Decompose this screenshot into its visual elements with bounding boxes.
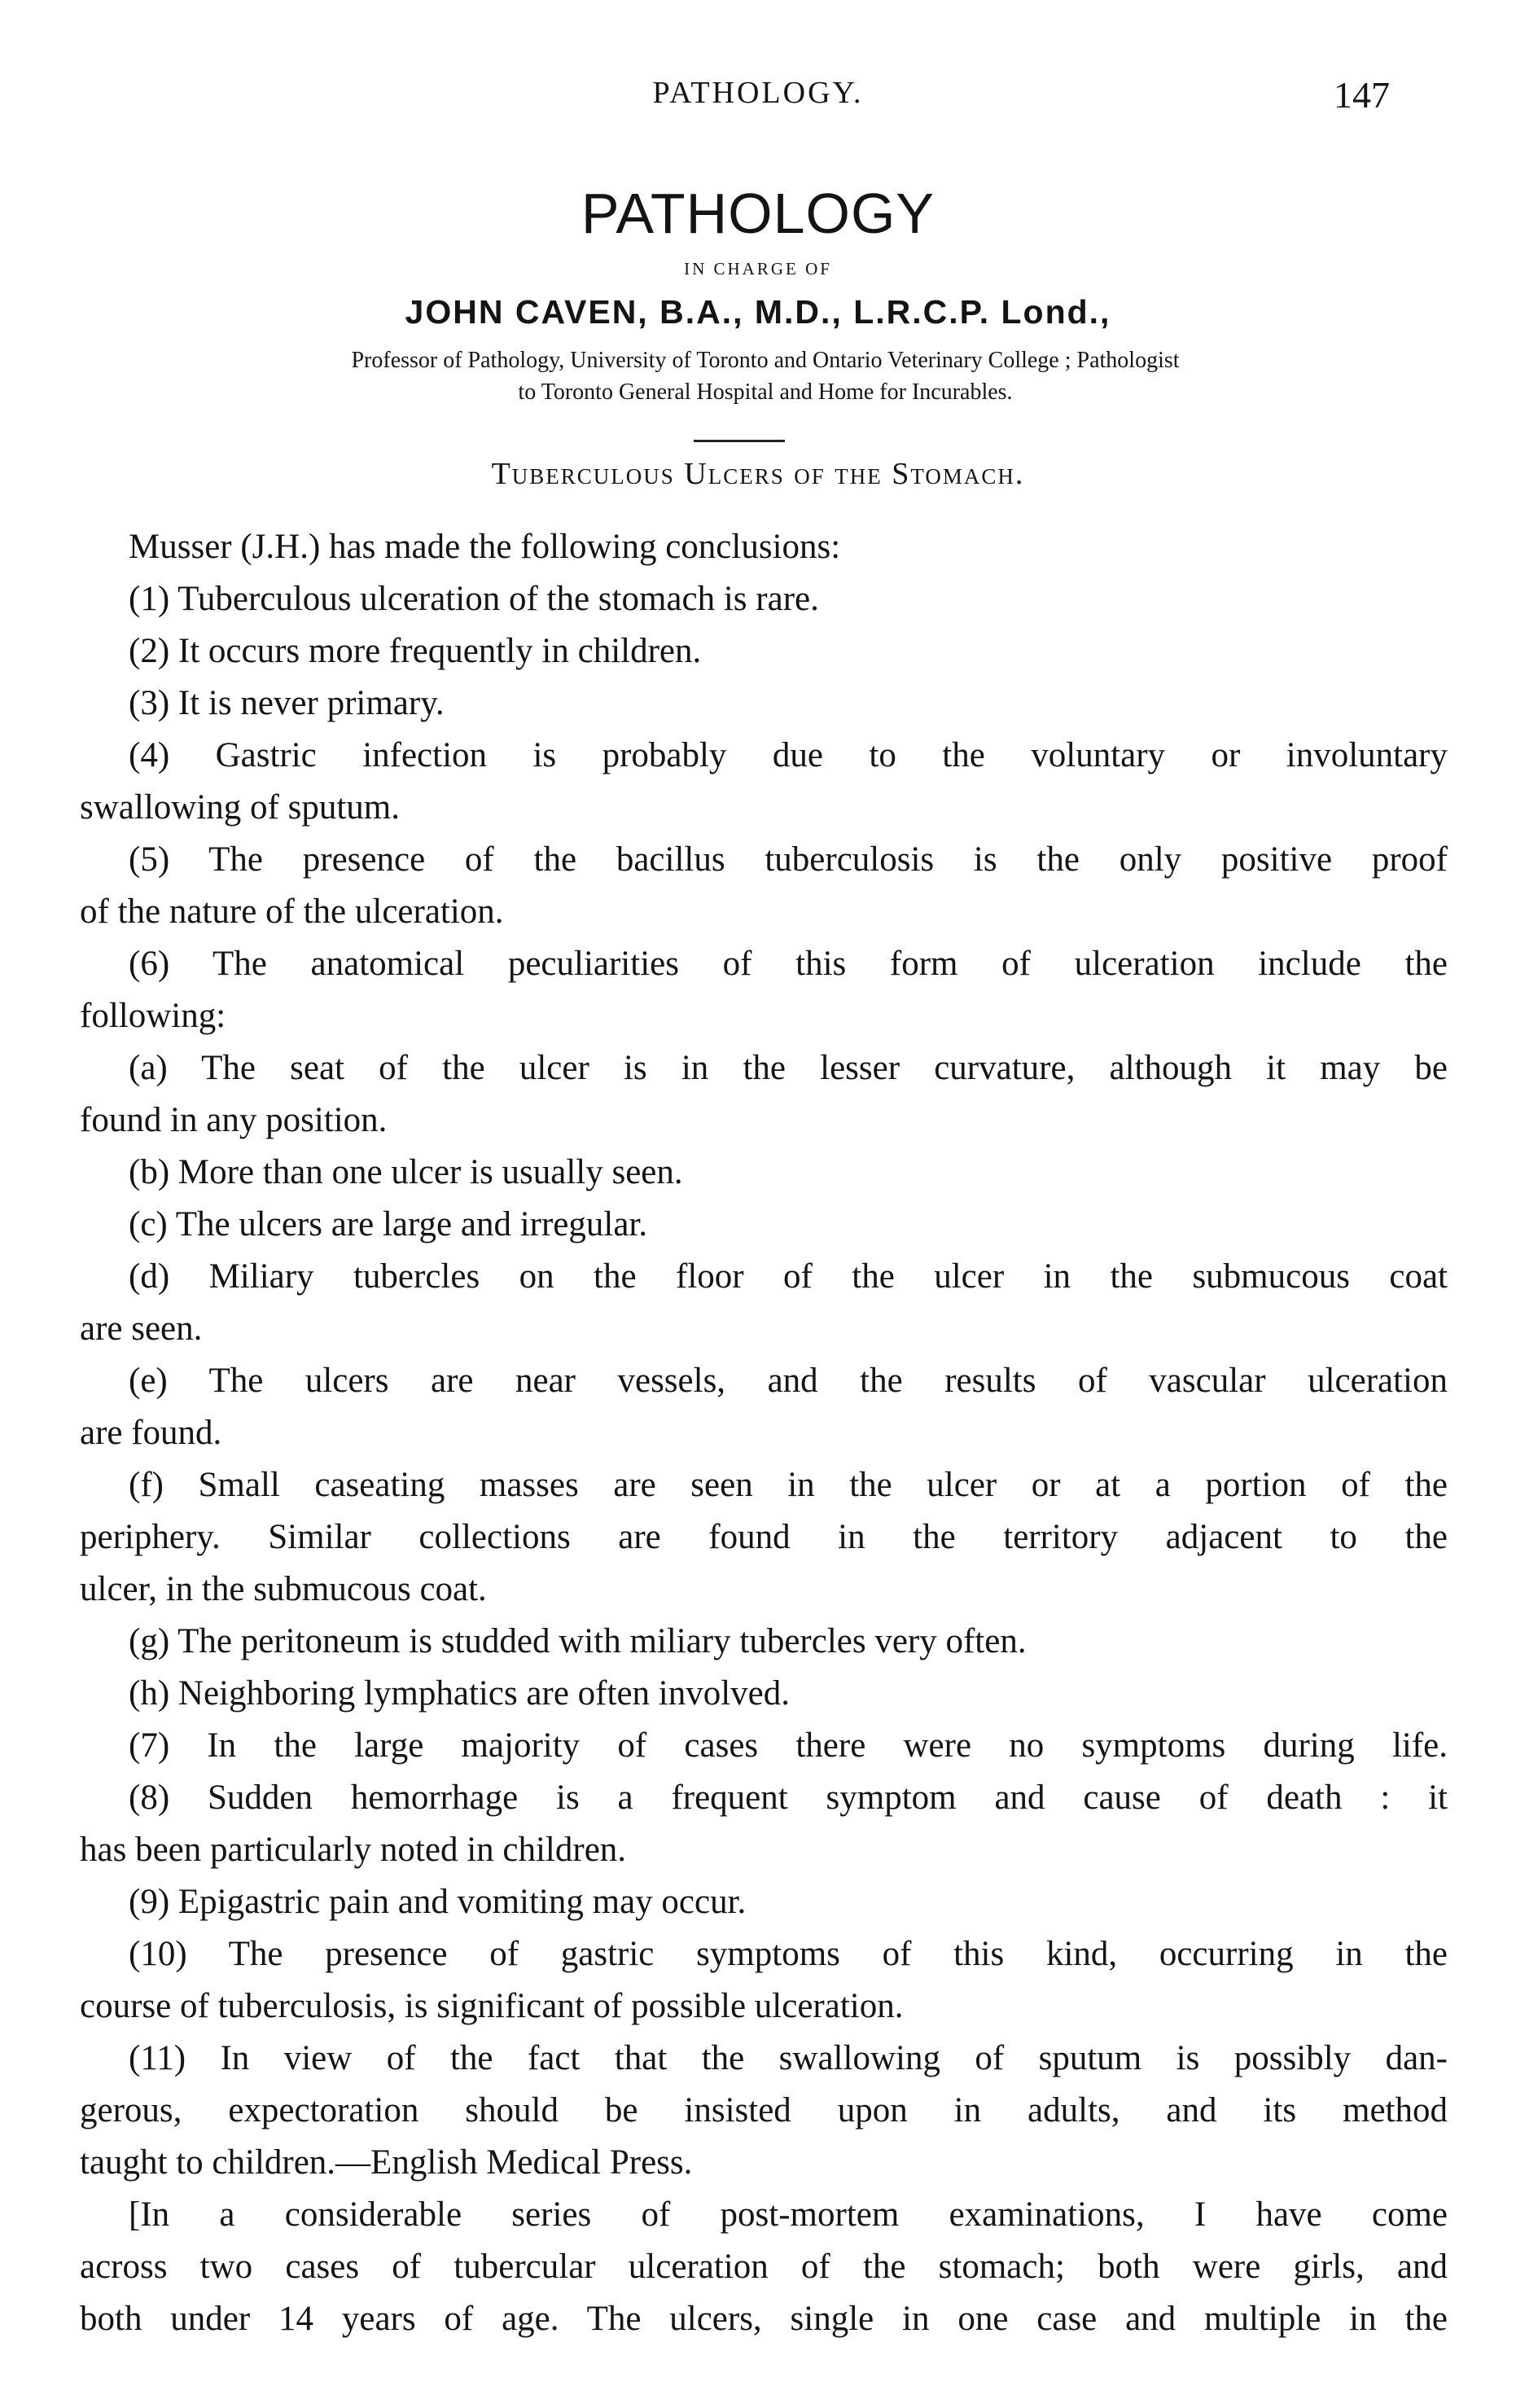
editor-affiliation-line-1: Professor of Pathology, University of Toronto and Ontario Veterinary College ; Pathologist [351,348,1180,373]
body-line: (h) Neighboring lymphatics are often involved. [129,1674,791,1713]
body-line: taught to children.—English Medical Press. [80,2143,693,2182]
body-line: (5) The presence of the bacillus tuberculosis is the only positive proof [129,840,1448,879]
body-line: (4) Gastric infection is probably due to the voluntary or involuntary [129,736,1448,774]
body-line: found in any position. [80,1101,388,1139]
body-line: swallowing of sputum. [80,788,400,827]
body-line: periphery. Similar collections are found in the territory adjacent to the [80,1518,1448,1556]
body-line: across two cases of tubercular ulceration of the stomach; both were girls, and [80,2248,1448,2286]
body-line: ulcer, in the submucous coat. [80,1570,487,1608]
body-line: (2) It occurs more frequently in children. [129,632,702,670]
body-line: (c) The ulcers are large and irregular. [129,1205,648,1243]
body-line: (11) In view of the fact that the swallowing of sputum is possibly dan- [129,2039,1448,2077]
in-charge-label: IN CHARGE OF [684,259,832,279]
editor-affiliation-line-2: to Toronto General Hospital and Home for Incurables. [518,379,1013,405]
body-line: (7) In the large majority of cases there were no symptoms during life. [129,1726,1448,1765]
body-line: [In a considerable series of post-mortem examinations, I have come [129,2195,1448,2234]
body-line: (d) Miliary tubercles on the floor of the ulcer in the submucous coat [129,1257,1448,1296]
body-line: gerous, expectoration should be insisted upon in adults, and its method [80,2091,1448,2129]
article-title: Tuberculous Ulcers of the Stomach. [491,457,1025,491]
body-line: (e) The ulcers are near vessels, and the results of vascular ulceration [129,1362,1448,1400]
article-body [80,521,1448,2345]
section-title: PATHOLOGY [581,182,935,245]
body-line: (3) It is never primary. [129,684,445,722]
body-line: (6) The anatomical peculiarities of this form of ulceration include the [129,945,1448,983]
body-line: both under 14 years of age. The ulcers, single in one case and multiple in the [80,2300,1448,2338]
body-line: (1) Tuberculous ulceration of the stomach is rare. [129,580,819,618]
body-line: (8) Sudden hemorrhage is a frequent symptom and cause of death : it [129,1779,1448,1817]
section-divider [694,440,785,442]
body-line: are found. [80,1414,222,1452]
body-line: of the nature of the ulceration. [80,893,504,931]
body-line: following: [80,997,226,1035]
running-head [0,75,1516,124]
body-line: (f) Small caseating masses are seen in the ulcer or at a portion of the [129,1466,1448,1504]
page-number: 147 [1334,74,1390,116]
editor-name: JOHN CAVEN, B.A., M.D., L.R.C.P. Lond., [405,293,1111,331]
body-line: (a) The seat of the ulcer is in the lesser curvature, although it may be [129,1049,1448,1087]
running-head-title: PATHOLOGY. [652,76,864,110]
body-line: (9) Epigastric pain and vomiting may occur. [129,1883,747,1921]
body-line: course of tuberculosis, is significant of possible ulceration. [80,1987,904,2025]
body-line: has been particularly noted in children. [80,1831,627,1869]
body-line: (g) The peritoneum is studded with miliary tubercles very often. [129,1622,1027,1660]
body-line: are seen. [80,1309,203,1348]
body-line: Musser (J.H.) has made the following conclusions: [129,528,841,566]
body-line: (10) The presence of gastric symptoms of this kind, occurring in the [129,1935,1448,1973]
body-line: (b) More than one ulcer is usually seen. [129,1153,683,1191]
